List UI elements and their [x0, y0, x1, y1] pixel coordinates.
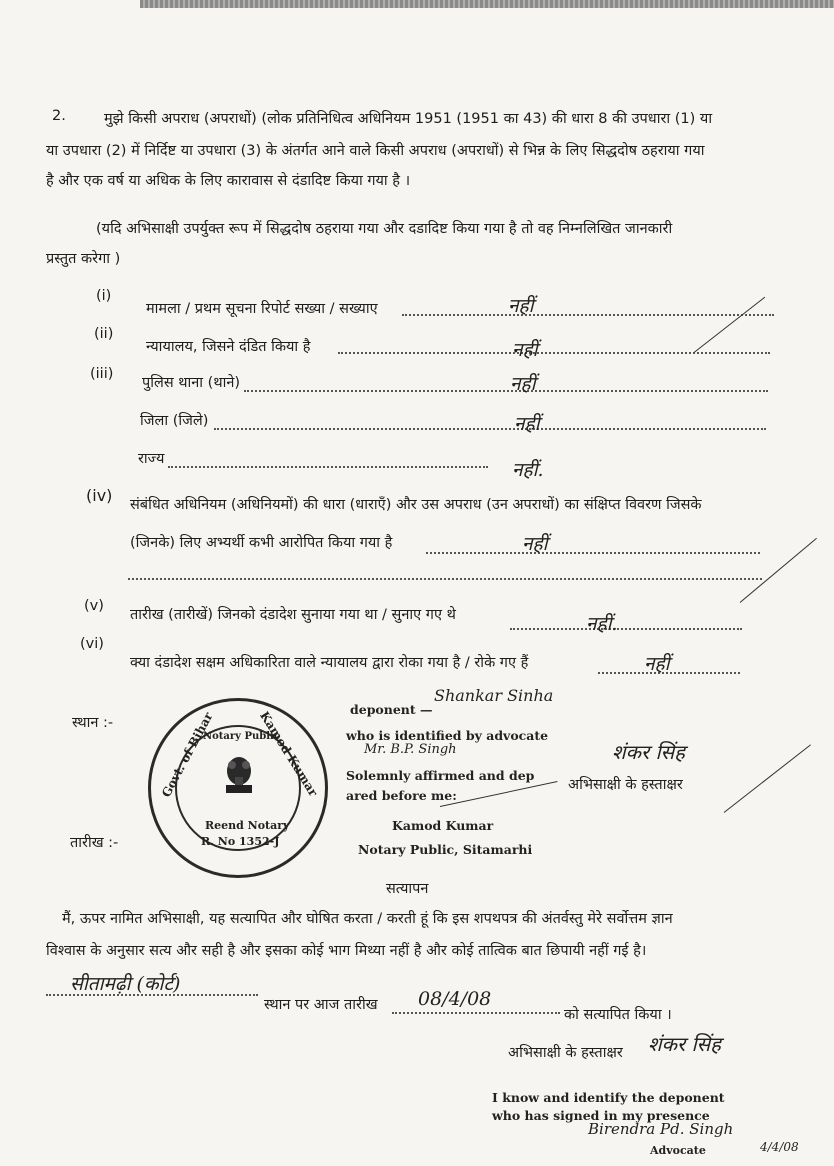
verification-date: 08/4/08 [418, 988, 492, 1010]
date-label: तारीख :- [70, 835, 119, 851]
verification-line-1: मैं, ऊपर नामित अभिसाक्षी, यह सत्यापित और घोषित करता / करती हूं कि इस शपथपत्र की अंतर्वस्तु मेरे सर्वोत्तम ज्ञान [62, 911, 673, 927]
handwritten-answer: नहीं. [512, 459, 544, 481]
fill-line [426, 552, 760, 554]
scan-top-band [140, 0, 834, 8]
identified-text: who is identified by advocate [346, 728, 549, 743]
stamp-line-2: R. No 1352-J [201, 835, 280, 848]
verification-place: सीतामढ़ी (कोर्ट) [70, 973, 181, 995]
deponent-label: deponent — [350, 702, 433, 717]
item-label: जिला (जिले) [140, 413, 209, 429]
item-label: तारीख (तारीखें) जिनको दंडादेश सुनाया गया था / सुनाए गए थे [130, 607, 456, 623]
fill-line [128, 578, 762, 580]
handwritten-answer: नहीं [508, 295, 534, 317]
handwritten-answer: नहीं. [586, 613, 618, 635]
notary-name: Kamod Kumar [392, 818, 494, 833]
stamp-ring-left: Govt. of Bihar [159, 710, 216, 800]
fill-line [338, 352, 770, 354]
ashoka-emblem-icon [218, 749, 260, 799]
footer-date: 4/4/08 [760, 1140, 799, 1154]
stamp-top-text: Notary Public [203, 731, 280, 742]
deponent-signature-label: अभिसाक्षी के हस्ताक्षर [568, 777, 683, 793]
verification-line-2: विश्वास के अनुसार सत्य और सही है और इसका कोई भाग मिथ्या नहीं है और कोई तात्विक बात छिपायी नहीं गई है। [46, 943, 647, 959]
item-label: राज्य [138, 451, 165, 467]
fill-line [168, 466, 488, 468]
fill-line [244, 390, 768, 392]
item-num: (i) [96, 288, 112, 304]
para-number: 2. [52, 108, 66, 124]
handwritten-answer: नहीं [522, 533, 548, 555]
item-line-2: (जिनके) लिए अभ्यर्थी कभी आरोपित किया गया है [130, 535, 393, 551]
handwritten-answer: नहीं [512, 339, 538, 361]
notary-title: Notary Public, Sitamarhi [358, 842, 533, 857]
advocate-footer-signature: Birendra Pd. Singh [588, 1120, 734, 1138]
item-label: न्यायालय, जिसने दंडित किया है [146, 339, 311, 355]
deponent-signature: Shankar Sinha [434, 686, 554, 705]
verification-heading: सत्यापन [386, 881, 429, 897]
stamp-line-1: Reend Notary [205, 819, 290, 832]
item-num: (iii) [90, 366, 114, 382]
item-num: (iv) [86, 486, 113, 505]
item-label: पुलिस थाना (थाने) [142, 375, 241, 391]
verification-signature: शंकर सिंह [648, 1032, 721, 1056]
footer-advocate: Advocate [650, 1144, 706, 1157]
advocate-signature: Mr. B.P. Singh [364, 742, 457, 757]
item-label: क्या दंडादेश सक्षम अधिकारिता वाले न्यायालय द्वारा रोका गया है / रोके गए हैं [130, 655, 529, 671]
stamp-ring-right: Kamod Kumar [257, 709, 321, 799]
diagonal-strike [740, 538, 817, 603]
diagonal-strike [724, 744, 811, 813]
note-line-2: प्रस्तुत करेगा ) [46, 251, 121, 267]
before-text: ared before me: [346, 788, 457, 803]
diagonal-strike [694, 297, 766, 353]
handwritten-answer: नहीं [514, 413, 540, 435]
notary-stamp [148, 698, 328, 878]
notary-scribble [440, 781, 558, 807]
handwritten-answer: नहीं [644, 653, 670, 675]
solemnly-text: Solemnly affirmed and dep [346, 768, 535, 783]
verification-sign-label: अभिसाक्षी के हस्ताक्षर [508, 1045, 623, 1061]
handwritten-answer: नहीं [510, 373, 536, 395]
item-line-1: संबंधित अधिनियम (अधिनियमों) की धारा (धाराएँ) और उस अपराध (उन अपराधों) का संक्षिप्त विवरण जिसके [130, 497, 702, 513]
item-num: (vi) [80, 636, 104, 652]
para-line-2: या उपधारा (2) में निर्दिष्ट या उपधारा (3) के अंतर्गत आने वाले किसी अपराध (अपराधों) से भिन्न के लिए सिद्धदोष ठहराया गया [46, 143, 705, 159]
item-num: (v) [84, 598, 104, 614]
para-line-1: मुझे किसी अपराध (अपराधों) (लोक प्रतिनिधित्व अधिनियम 1951 (1951 का 43) की धारा 8 की उपधारा (1) या [104, 111, 713, 127]
item-label: मामला / प्रथम सूचना रिपोर्ट सख्या / सख्याए [146, 301, 378, 317]
fill-line [510, 628, 742, 630]
footer-line-1: I know and identify the deponent [492, 1090, 725, 1105]
verification-end-text: को सत्यापित किया । [564, 1007, 672, 1023]
note-line-1: (यदि अभिसाक्षी उपर्युक्त रूप में सिद्धदोष ठहराया गया और दडादिष्ट किया गया है तो वह निम्नलिखित जानकारी [96, 221, 673, 237]
deponent-hindi-signature: शंकर सिंह [612, 740, 685, 764]
verification-place-text: स्थान पर आज तारीख [264, 997, 378, 1013]
footer-line-2: who has signed in my presence [492, 1108, 710, 1123]
place-label: स्थान :- [72, 715, 114, 731]
fill-line [402, 314, 774, 316]
para-line-3: है और एक वर्ष या अधिक के लिए कारावास से दंडादिष्ट किया गया है । [46, 173, 411, 189]
item-num: (ii) [94, 326, 114, 342]
fill-line [392, 1012, 560, 1014]
fill-line [214, 428, 766, 430]
